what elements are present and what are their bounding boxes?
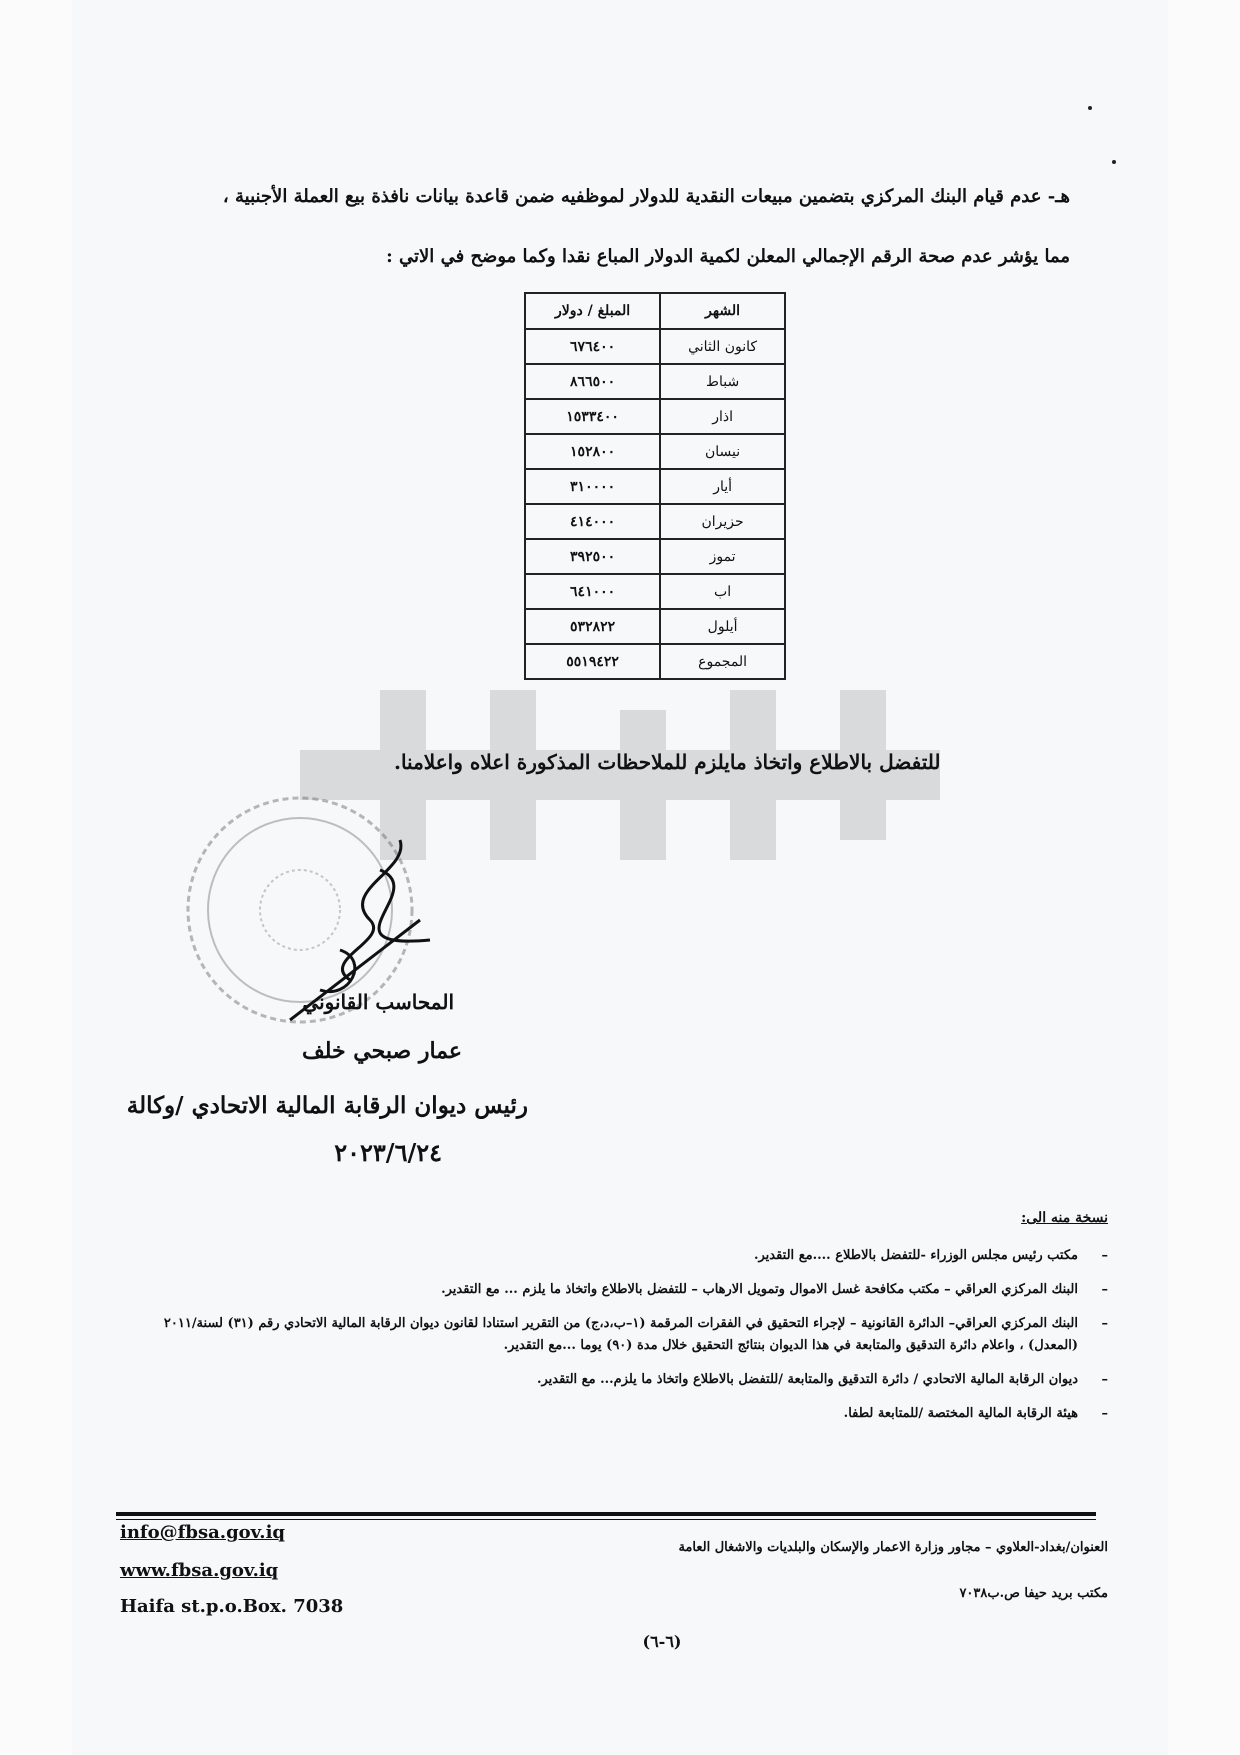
amount-cell: ١٥٢٨٠٠ (525, 434, 660, 469)
scan-speck (1088, 106, 1092, 110)
closing-line: للتفضل بالاطلاع واتخاذ مايلزم للملاحظات المذكورة اعلاه واعلامنا. (394, 750, 941, 774)
month-cell: حزيران (660, 504, 785, 539)
amount-cell: ٨٦٦٥٠٠ (525, 364, 660, 399)
footer-mail-office: مكتب بريد حيفا ص.ب٧٠٣٨ (959, 1586, 1108, 1601)
signatory-position: رئيس ديوان الرقابة المالية الاتحادي /وكالة (126, 1092, 528, 1119)
month-cell: اب (660, 574, 785, 609)
amount-cell: ٤١٤٠٠٠ (525, 504, 660, 539)
copies-title: نسخة منه الى: (1021, 1210, 1108, 1226)
footer-rule (116, 1512, 1096, 1516)
total-amount-cell: ٥٥١٩٤٢٢ (525, 644, 660, 679)
signature-date: ٢٠٢٣/٦/٢٤ (334, 1138, 442, 1167)
month-cell: نيسان (660, 434, 785, 469)
copy-recipient: – هيئة الرقابة المالية المختصة /للمتابعة لطفا. (843, 1406, 1108, 1421)
copy-recipient: – ديوان الرقابة المالية الاتحادي / دائرة التدقيق والمتابعة /للتفضل بالاطلاع واتخاذ ما يلزم... مع التقدير. (536, 1372, 1108, 1387)
amount-cell: ٦٧٦٤٠٠ (525, 329, 660, 364)
amount-cell: ٦٤١٠٠٠ (525, 574, 660, 609)
table-header-row (525, 293, 785, 329)
total-label-cell: المجموع (660, 644, 785, 679)
paragraph-line-2: مما يؤشر عدم صحة الرقم الإجمالي المعلن لكمية الدولار المباع نقدا وكما موضح في الاتي : (386, 246, 1070, 267)
footer-website-link[interactable]: www.fbsa.gov.iq (120, 1560, 279, 1581)
table-row (525, 574, 785, 609)
table-row (525, 364, 785, 399)
signatory-name: عمار صبحي خلف (301, 1038, 462, 1064)
amount-column-header: المبلغ / دولار (525, 293, 660, 329)
footer-rule-thin (116, 1519, 1096, 1520)
month-cell: شباط (660, 364, 785, 399)
amount-cell: ١٥٣٣٤٠٠ (525, 399, 660, 434)
month-cell: اذار (660, 399, 785, 434)
month-cell: تموز (660, 539, 785, 574)
monthly-dollar-table (524, 292, 786, 680)
copy-recipient: – مكتب رئيس مجلس الوزراء -للتفضل بالاطلاع ....مع التقدير. (753, 1248, 1108, 1263)
table-row (525, 329, 785, 364)
amount-cell: ٥٣٢٨٢٢ (525, 609, 660, 644)
copy-recipient: – البنك المركزي العراقي – مكتب مكافحة غسل الاموال وتمويل الارهاب – للتفضل بالاطلاع واتخاذ ما يلزم ... مع التقدير. (441, 1282, 1108, 1297)
month-cell: أيلول (660, 609, 785, 644)
copy-recipient: – البنك المركزي العراقي– الدائرة القانونية – لإجراء التحقيق في الفقرات المرقمة (١–ب،د،ج) من التقرير استنادا لقانون ديوان الرقابة المالية الاتحادي رقم (٣١) لسنة/٢٠١١ (المعدل) ، واعلام دائرة التدقيق والمتابعة في هذا الديوان بنتائج التحقيق خلال مدة (٩٠) يوما ...مع التقدير. (163, 1316, 1108, 1353)
table-row (525, 469, 785, 504)
signatory-role: المحاسب القانوني (302, 990, 454, 1014)
table-total-row (525, 644, 785, 679)
footer-pobox: Haifa st.p.o.Box. 7038 (120, 1596, 344, 1617)
month-column-header: الشهر (660, 293, 785, 329)
copies-list (148, 1245, 1108, 1437)
footer-email-link[interactable]: info@fbsa.gov.iq (120, 1522, 285, 1543)
table-row (525, 539, 785, 574)
footer-address: العنوان/بغداد-العلاوي – مجاور وزارة الاعمار والإسكان والبلديات والاشغال العامة (678, 1540, 1108, 1555)
table-row (525, 434, 785, 469)
page-number: (٦-٦) (642, 1632, 682, 1651)
amount-cell: ٣٩٢٥٠٠ (525, 539, 660, 574)
month-cell: كانون الثاني (660, 329, 785, 364)
scan-speck (1112, 160, 1116, 164)
table-row (525, 609, 785, 644)
amount-cell: ٣١٠٠٠٠ (525, 469, 660, 504)
table-row (525, 399, 785, 434)
paragraph-line-1: هـ- عدم قيام البنك المركزي بتضمين مبيعات النقدية للدولار لموظفيه ضمن قاعدة بيانات نافذة بيع العملة الأجنبية ، (222, 186, 1070, 207)
month-cell: أيار (660, 469, 785, 504)
table-row (525, 504, 785, 539)
